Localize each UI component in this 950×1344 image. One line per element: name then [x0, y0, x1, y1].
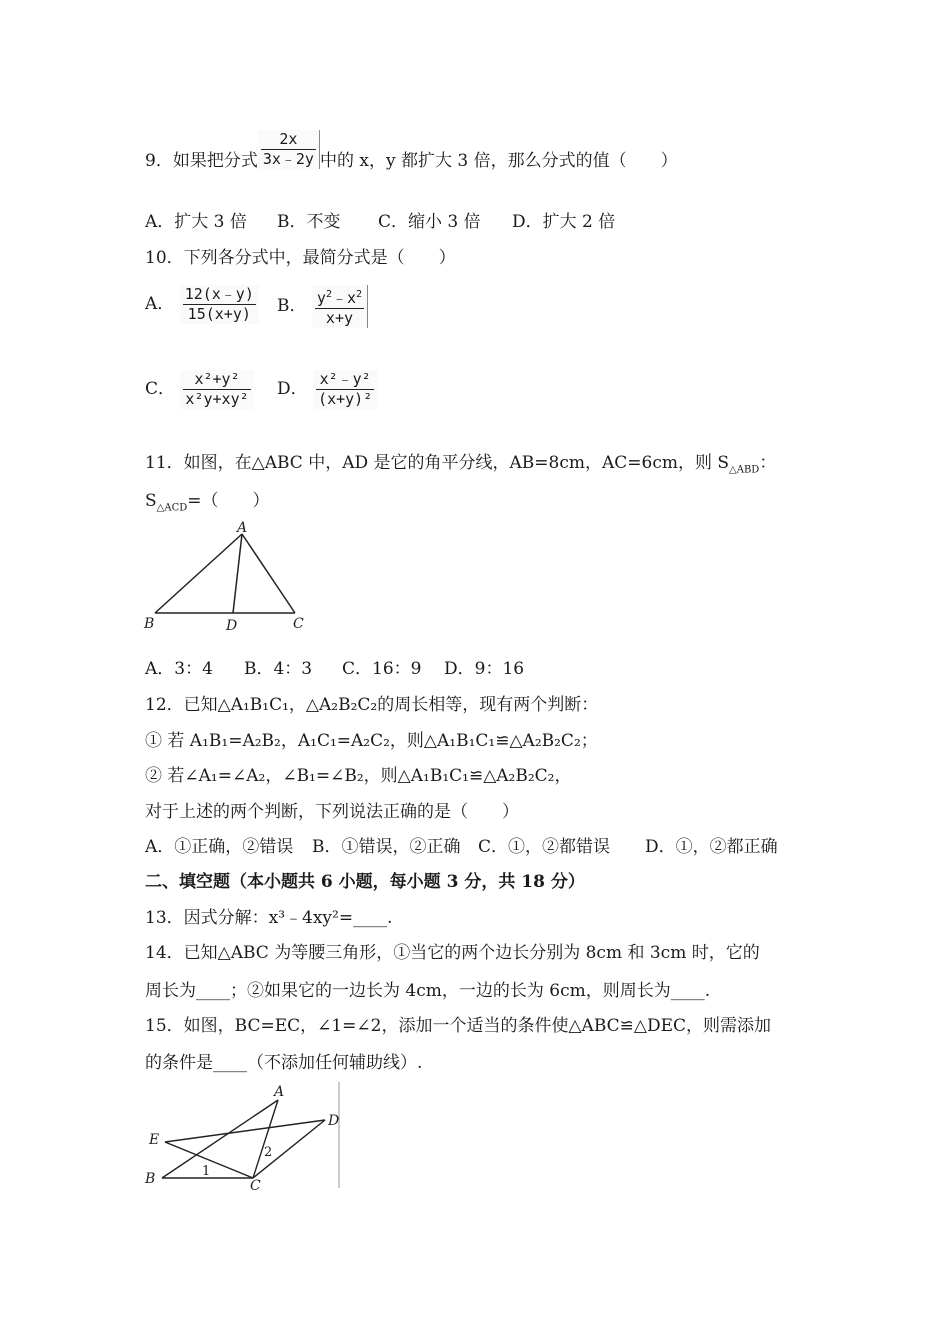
- q9-option-a: A．扩大 3 倍: [145, 212, 247, 232]
- q10-a-num: 12(x﹣y): [184, 285, 254, 303]
- q9-option-d: D．扩大 2 倍: [512, 212, 616, 232]
- q10-a-fraction: [180, 285, 259, 324]
- q11-line2-rest: =（ ）: [187, 491, 270, 511]
- q9-stem: [145, 130, 678, 172]
- q9-frac-den: 3x﹣2y: [262, 150, 314, 168]
- q15-line1: 15．如图，BC=EC，∠1=∠2，添加一个适当的条件使△ABC≌△DEC，则需添加: [145, 1016, 772, 1036]
- q12-option-b: B．①错误，②正确: [312, 837, 461, 857]
- q10-c-num: x²+y²: [183, 370, 250, 390]
- q14-line2: 周长为____；②如果它的一边长为 4cm，一边的长为 6cm，则周长为____.: [145, 981, 711, 1001]
- q10-option-a: [145, 285, 259, 324]
- q15-line2: 的条件是____（不添加任何辅助线）.: [145, 1053, 423, 1073]
- q15-segment-ac: [253, 1100, 278, 1178]
- q10-d-fraction: [313, 370, 377, 409]
- q11-sub2: △ACD: [156, 502, 188, 514]
- q11-option-b: B．4：3: [244, 659, 313, 679]
- q10-b-num: $y^2﹣x^2$: [315, 285, 364, 309]
- q15-label-e: E: [149, 1132, 160, 1148]
- q11-bisector-ad: [233, 534, 242, 613]
- q15-label-angle-2: 2: [264, 1145, 273, 1160]
- q15-segment-ab: [162, 1100, 278, 1178]
- q15-label-d: D: [328, 1113, 340, 1129]
- q13-text: 13．因式分解：x³﹣4xy²=____.: [145, 908, 393, 928]
- q11-option-d: D．9：16: [444, 659, 525, 679]
- q10-c-label: C．: [145, 379, 176, 399]
- q12-option-a: A．①正确，②错误: [145, 837, 294, 857]
- q10-b-den: x+y: [325, 309, 354, 327]
- q15-label-b: B: [145, 1171, 156, 1187]
- section2-title: 二、填空题（本小题共 6 小题，每小题 3 分，共 18 分）: [145, 872, 585, 892]
- q11-line1: [145, 452, 776, 481]
- q15-triangles-figure: [140, 1082, 345, 1192]
- q10-b-num-mid: ﹣x: [331, 289, 356, 307]
- q11-line1-text: 11．如图，在△ABC 中，AD 是它的角平分线，AB=8cm，AC=6cm，则 S: [145, 453, 730, 473]
- q11-label-d: D: [226, 618, 238, 634]
- q15-label-a: A: [274, 1084, 285, 1100]
- q10-a-label: A．: [145, 294, 175, 314]
- q9-prefix: 9．如果把分式: [145, 151, 258, 171]
- q11-triangle-figure: [140, 520, 310, 635]
- q10-stem: 10．下列各分式中，最简分式是（ ）: [145, 248, 456, 268]
- q11-line2-s: S: [145, 491, 157, 511]
- q12-option-d: D．①，②都正确: [645, 837, 778, 857]
- q11-side-ac: [242, 534, 295, 613]
- q14-line1: 14．已知△ABC 为等腰三角形，①当它的两个边长分别为 8cm 和 3cm 时，它的: [145, 943, 760, 963]
- q9-suffix: 中的 x，y 都扩大 3 倍，那么分式的值（ ）: [319, 151, 678, 171]
- q9-fraction: [258, 130, 320, 169]
- q15-label-angle-1: 1: [202, 1164, 211, 1179]
- q10-d-num: x²﹣y²: [316, 370, 374, 390]
- q11-label-b: B: [144, 616, 155, 632]
- q9-frac-num: 2x: [261, 130, 316, 150]
- q10-d-den: (x+y)²: [318, 390, 373, 408]
- q11-label-a: A: [237, 520, 248, 536]
- q9-option-b: B．不变: [277, 212, 341, 232]
- q10-c-den: x²y+xy²: [185, 390, 249, 408]
- q12-stem: 12．已知△A₁B₁C₁，△A₂B₂C₂的周长相等，现有两个判断：: [145, 695, 599, 715]
- q11-label-c: C: [293, 616, 304, 632]
- q11-side-ab: [155, 534, 242, 613]
- q11-option-a: A．3：4: [145, 659, 213, 679]
- q10-c-fraction: [180, 370, 253, 409]
- q15-label-c: C: [250, 1178, 261, 1192]
- q10-option-b: [277, 285, 368, 328]
- q10-d-label: D．: [277, 379, 308, 399]
- q11-option-c: C．16：9: [342, 659, 422, 679]
- q12-judgment-2: ② 若∠A₁=∠A₂，∠B₁=∠B₂，则△A₁B₁C₁≌△A₂B₂C₂，: [145, 766, 572, 786]
- q10-b-num-base: y: [316, 289, 326, 307]
- q10-option-d: [277, 370, 377, 409]
- q10-b-fraction: [312, 285, 368, 328]
- q12-option-c: C．①，②都错误: [478, 837, 611, 857]
- q11-colon: ：: [759, 453, 777, 473]
- q10-a-den: 15(x+y): [187, 305, 251, 323]
- q10-b-label: B．: [277, 296, 307, 316]
- q11-line2: [145, 490, 270, 519]
- q12-ask: 对于上述的两个判断，下列说法正确的是（ ）: [145, 802, 519, 822]
- q10-option-c: [145, 370, 254, 409]
- q11-sub1: △ABD: [729, 464, 760, 476]
- q12-judgment-1: ① 若 A₁B₁=A₂B₂，A₁C₁=A₂C₂，则△A₁B₁C₁≌△A₂B₂C₂；: [145, 731, 598, 751]
- q9-option-c: C．缩小 3 倍: [378, 212, 481, 232]
